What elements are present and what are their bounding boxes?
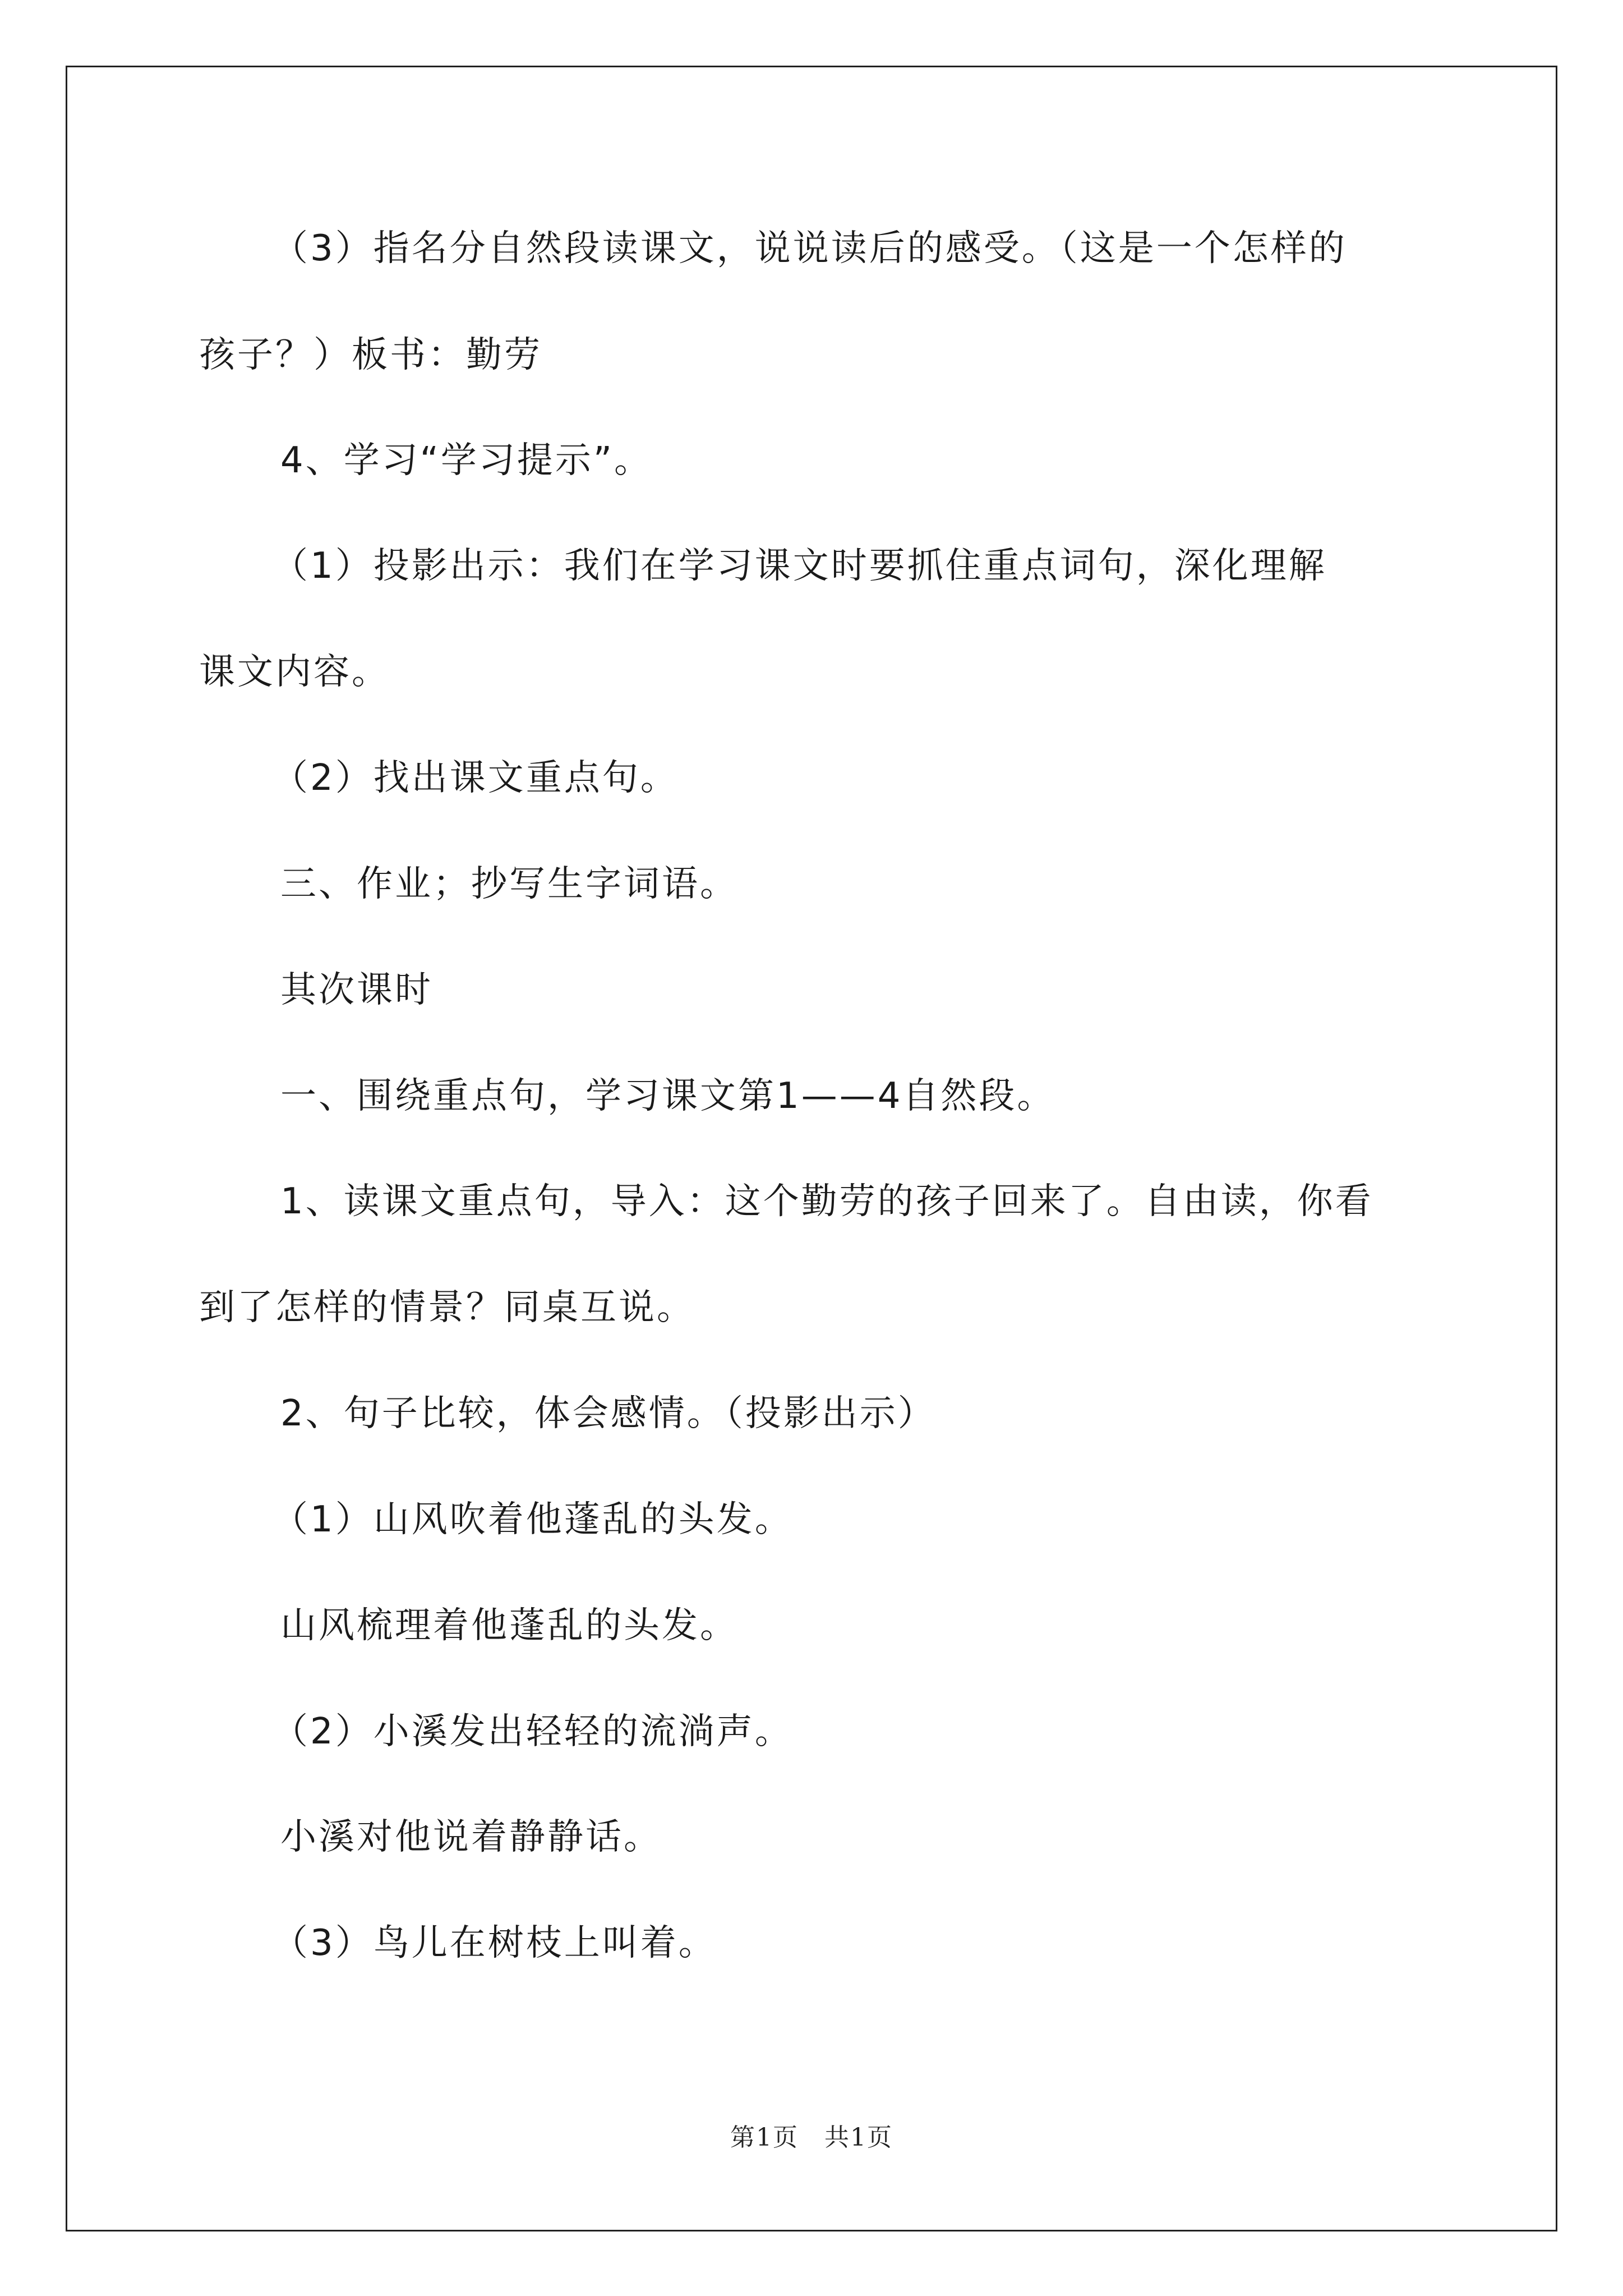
paragraph-line: （3）鸟儿在树枝上叫着。 xyxy=(272,1922,717,1964)
paragraph-line: 三、作业；抄写生字词语。 xyxy=(280,863,738,905)
paragraph-line: 孩子？）板书：勤劳 xyxy=(199,334,542,376)
paragraph-line: （1）山风吹着他蓬乱的头发。 xyxy=(272,1499,793,1540)
paragraph-line: （1）投影出示：我们在学习课文时要抓住重点词句，深化理解 xyxy=(272,545,1327,587)
paragraph-line: 山风梳理着他蓬乱的头发。 xyxy=(280,1605,738,1646)
section-heading: 其次课时 xyxy=(280,969,433,1011)
page-footer xyxy=(0,2122,1623,2154)
paragraph-line: 1、读课文重点句，导入：这个勤劳的孩子回来了。自由读，你看 xyxy=(280,1181,1373,1222)
paragraph-line: 2、句子比较，体会感情。（投影出示） xyxy=(280,1393,936,1434)
paragraph-line: 一、围绕重点句，学习课文第1——4自然段。 xyxy=(280,1075,1055,1117)
page-number-label: 第1页 共1页 xyxy=(730,2123,893,2152)
page-border xyxy=(66,66,1557,2231)
paragraph-line: 4、学习“学习提示”。 xyxy=(280,440,653,481)
paragraph-line: 到了怎样的情景？同桌互说。 xyxy=(199,1287,695,1328)
paragraph-line: （2）找出课文重点句。 xyxy=(272,757,679,799)
paragraph-line: （3）指名分自然段读课文，说说读后的感受。（这是一个怎样的 xyxy=(272,228,1347,269)
paragraph-line: （2）小溪发出轻轻的流淌声。 xyxy=(272,1711,793,1752)
paragraph-line: 小溪对他说着静静话。 xyxy=(280,1816,662,1858)
paragraph-line: 课文内容。 xyxy=(199,651,390,693)
